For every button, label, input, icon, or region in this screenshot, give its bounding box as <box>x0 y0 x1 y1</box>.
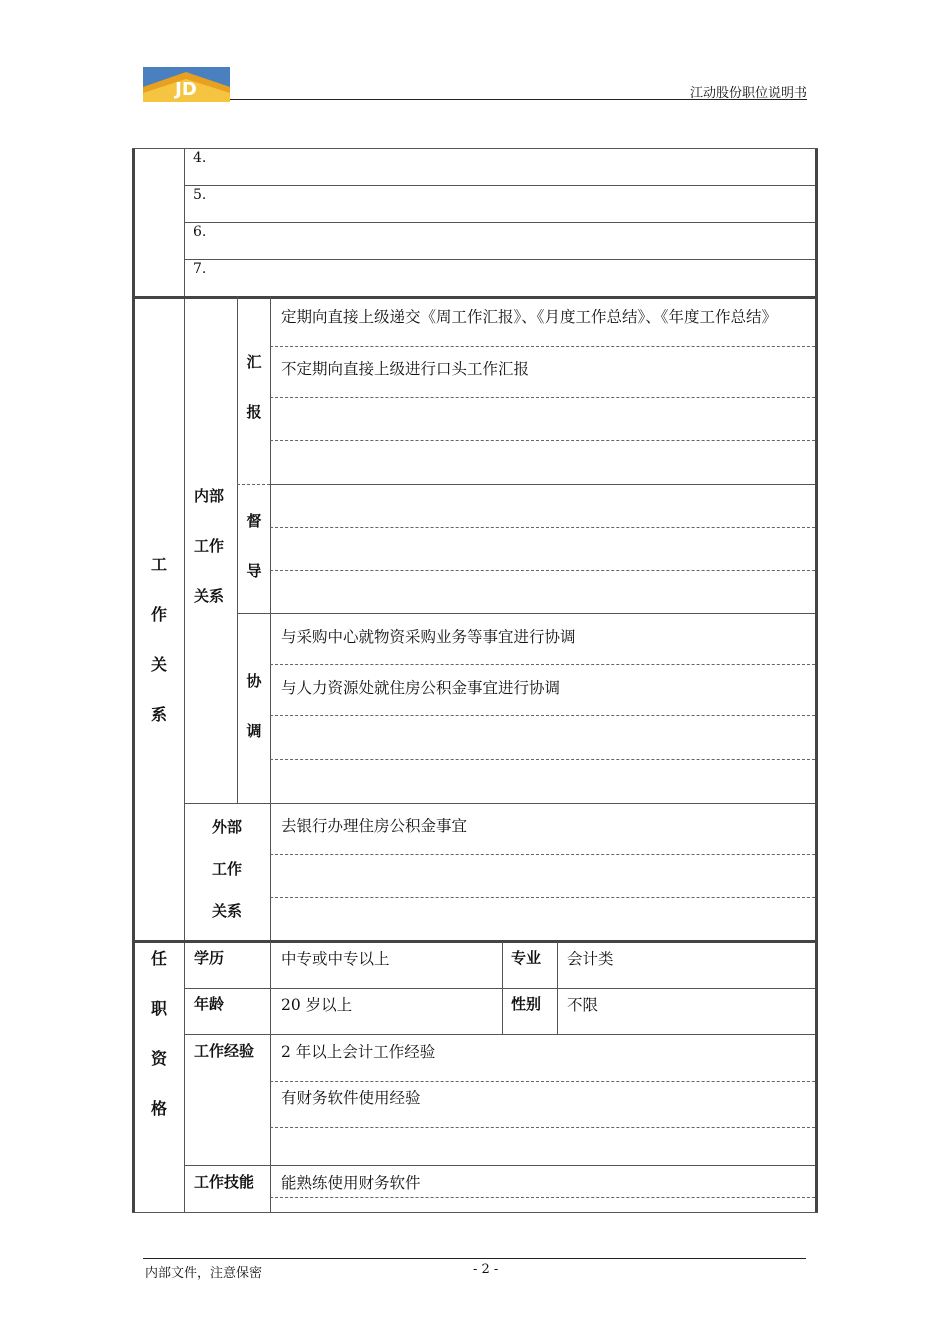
section-title-char: 作 <box>150 605 167 624</box>
dash-line <box>270 854 815 855</box>
coordinate-item: 与采购中心就物资采购业务等事宜进行协调 <box>281 628 576 646</box>
skills-label: 工作技能 <box>194 1173 255 1191</box>
table-bottom <box>132 1212 818 1213</box>
section-title-char: 任 <box>150 949 167 968</box>
duty-item: 7. <box>193 261 207 277</box>
row-line <box>184 988 815 989</box>
table-border-left <box>132 148 135 1213</box>
row-line <box>184 185 815 186</box>
inner-divider <box>237 296 238 803</box>
duty-item: 5. <box>193 187 207 203</box>
age-value: 20 岁以上 <box>281 996 353 1014</box>
page-number: - 2 - <box>473 1262 499 1277</box>
external-label: 关系 <box>212 902 243 920</box>
experience-label: 工作经验 <box>194 1042 255 1060</box>
supervise-label: 导 <box>246 562 262 580</box>
major-value: 会计类 <box>567 950 614 968</box>
column-divider <box>184 148 185 1213</box>
footer-note: 内部文件，注意保密 <box>145 1266 263 1281</box>
section-divider <box>132 296 818 299</box>
dash-line <box>270 527 815 528</box>
major-label: 专业 <box>511 949 542 967</box>
company-logo <box>143 67 230 102</box>
internal-label: 工作 <box>194 537 225 555</box>
duty-item: 6. <box>193 224 207 240</box>
inner-divider <box>270 296 271 942</box>
section-title-char: 关 <box>150 655 167 674</box>
table-border-right <box>815 148 818 1213</box>
dash-line <box>270 715 815 716</box>
supervise-label: 督 <box>246 512 262 530</box>
section-title-char: 系 <box>150 705 167 724</box>
dash-line <box>270 664 815 665</box>
external-label: 工作 <box>212 860 243 878</box>
education-value: 中专或中专以上 <box>281 950 390 968</box>
dash-line <box>270 1197 815 1198</box>
dash-line <box>270 1081 815 1082</box>
row-line <box>270 484 815 485</box>
section-title-char: 资 <box>150 1049 167 1068</box>
section-title-char: 格 <box>150 1099 167 1118</box>
dash-line <box>237 484 270 485</box>
duty-item: 4. <box>193 150 207 166</box>
row-line <box>184 222 815 223</box>
coordinate-item: 与人力资源处就住房公积金事宜进行协调 <box>281 679 561 697</box>
report-label: 汇 <box>246 353 262 371</box>
report-item: 不定期向直接上级进行口头工作汇报 <box>281 360 530 378</box>
row-line <box>237 613 815 614</box>
experience-item: 2 年以上会计工作经验 <box>281 1043 436 1061</box>
document-title: 江动股份职位说明书 <box>689 86 807 101</box>
row-line <box>184 1165 815 1166</box>
coordinate-label: 协 <box>246 672 262 690</box>
external-label: 外部 <box>212 818 243 836</box>
education-label: 学历 <box>194 949 225 967</box>
row-line <box>184 1034 815 1035</box>
table-top <box>132 148 818 149</box>
svg-text:JD: JD <box>175 79 197 100</box>
gender-value: 不限 <box>567 996 599 1014</box>
inner-divider <box>270 942 271 1212</box>
dash-line <box>270 397 815 398</box>
internal-label: 关系 <box>194 587 225 605</box>
experience-item: 有财务软件使用经验 <box>281 1089 421 1107</box>
row-line <box>184 259 815 260</box>
dash-line <box>270 440 815 441</box>
age-label: 年龄 <box>194 995 225 1013</box>
internal-label: 内部 <box>194 487 225 505</box>
footer-rule <box>143 1258 806 1259</box>
external-item: 去银行办理住房公积金事宜 <box>281 817 468 835</box>
dash-line <box>270 897 815 898</box>
section-divider <box>132 940 818 943</box>
report-item: 定期向直接上级递交《周工作汇报》、《月度工作总结》、《年度工作总结》 <box>281 308 778 326</box>
section-title-char: 工 <box>150 555 167 574</box>
dash-line <box>270 570 815 571</box>
report-label: 报 <box>246 403 262 421</box>
skills-item: 能熟练使用财务软件 <box>281 1174 421 1192</box>
dash-line <box>270 346 815 347</box>
dash-line <box>270 1127 815 1128</box>
row-line <box>184 803 815 804</box>
coordinate-label: 调 <box>246 722 262 740</box>
dash-line <box>270 759 815 760</box>
gender-label: 性别 <box>511 995 542 1013</box>
section-title-char: 职 <box>150 999 167 1018</box>
